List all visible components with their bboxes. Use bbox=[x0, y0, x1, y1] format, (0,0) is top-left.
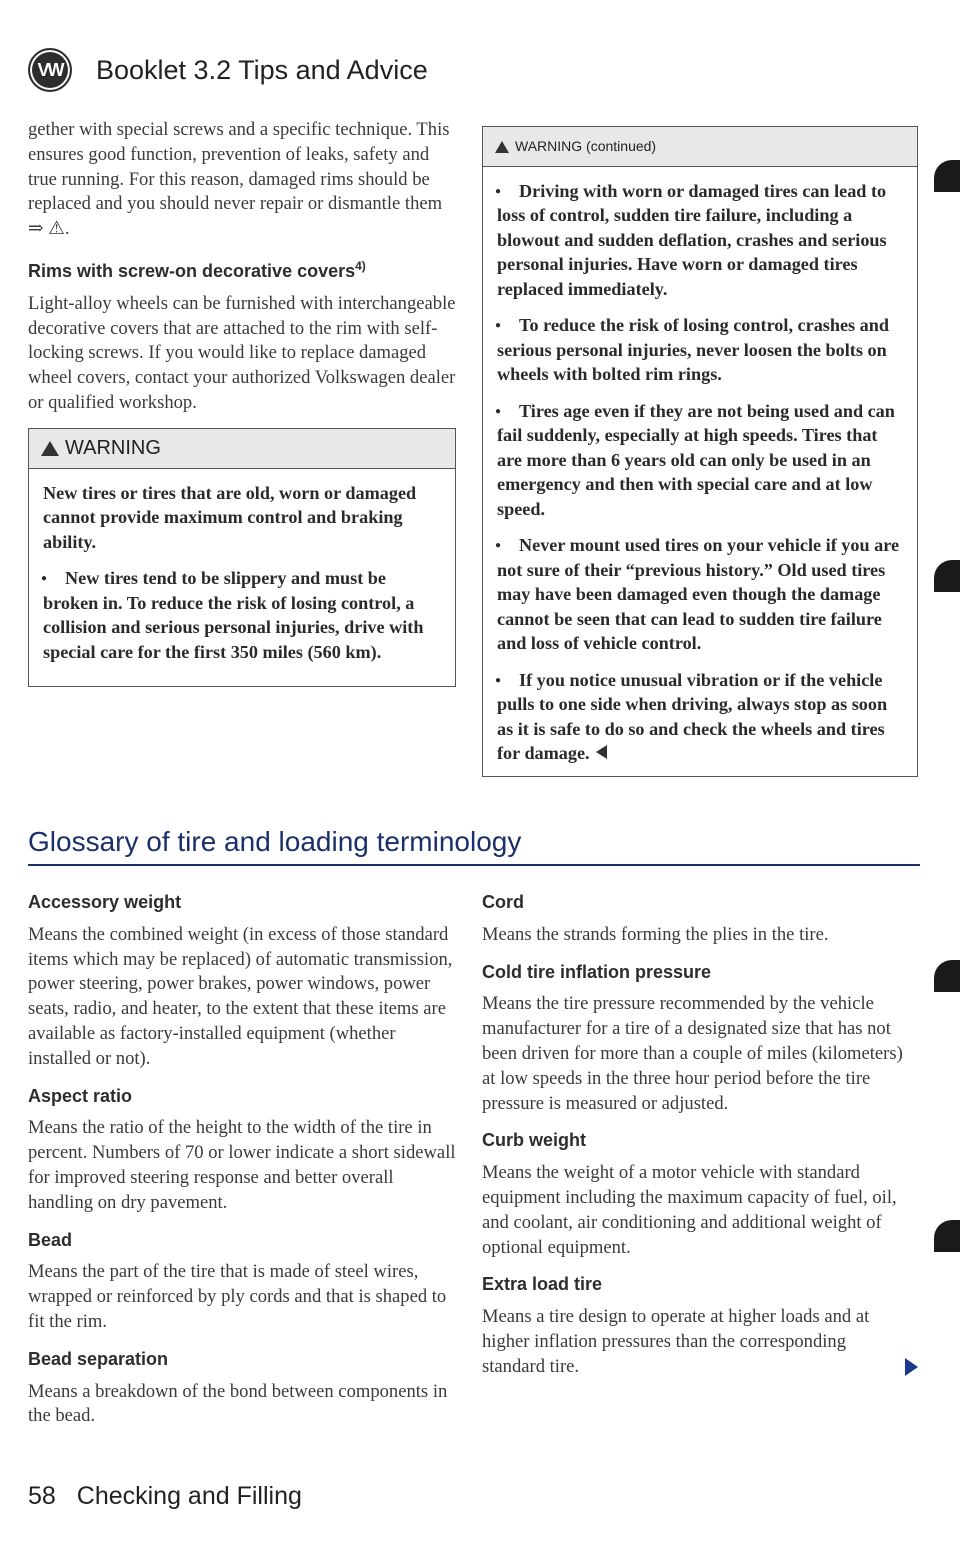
warning-bullet: ● New tires tend to be slippery and must be broken in. To reduce the risk of losing control, a collision and serious personal injuries, drive with special care for the first 350 miles (560 km). bbox=[43, 566, 441, 664]
glossary-definition: Means the weight of a motor vehicle with standard equipment including the maximum capacity of fuel, oil, and coolant, air conditioning and additional weight of optional equipment. bbox=[482, 1162, 897, 1258]
glossary-term: Bead separation bbox=[28, 1348, 169, 1369]
glossary-title: Glossary of tire and loading terminology bbox=[28, 826, 920, 866]
edge-tab-icon bbox=[934, 1220, 960, 1252]
right-column bbox=[482, 126, 918, 777]
warning-continued-box bbox=[482, 126, 918, 777]
glossary-term: Curb weight bbox=[482, 1130, 586, 1151]
glossary-term: Extra load tire bbox=[482, 1274, 603, 1295]
intro-paragraph: gether with special screws and a specific technique. This ensures good function, prevention of leaks, safety and true running. For this reason, damaged rims should be replaced and you should never repair or dismantle them ⇒ ⚠. bbox=[28, 119, 450, 240]
page-title: Booklet 3.2 Tips and Advice bbox=[96, 54, 428, 85]
glossary-definition: Means the tire pressure recommended by the vehicle manufacturer for a tire of a designated size that has not been driven for more than a couple of miles (kilometers) at low speeds in the three hour period before the tire pressure is measured or adjusted. bbox=[482, 993, 903, 1114]
glossary-term: Cold tire inflation pressure bbox=[482, 961, 712, 982]
glossary-term: Aspect ratio bbox=[28, 1085, 133, 1106]
glossary-term: Bead bbox=[28, 1229, 73, 1250]
glossary-definition: Means a breakdown of the bond between components in the bead. bbox=[28, 1380, 448, 1427]
rims-paragraph: Light-alloy wheels can be furnished with interchangeable decorative covers that are attached to the rim with self-locking screws. If you would like to replace damaged wheel covers, contact your authorized Volkswagen dealer or qualified workshop. bbox=[28, 292, 456, 413]
glossary-definition: Means the combined weight (in excess of those standard items which may be replaced) of automatic transmission, power steering, power brakes, power windows, power seats, radio, and heater, to the extent that these items are available as factory-installed equipment (whether installed or not). bbox=[28, 923, 453, 1069]
warning-bullet: ● Tires age even if they are not being used and can fail suddenly, especially at high speeds. Tires that are more than 6 years old can only be used in an emergency and then with special care and at low speed. bbox=[497, 399, 903, 522]
rims-heading: Rims with screw-on decorative covers$^{4)}$ bbox=[28, 258, 366, 281]
glossary-term: Accessory weight bbox=[28, 892, 182, 912]
page-number: 58 bbox=[28, 1482, 56, 1510]
warning-triangle-icon bbox=[495, 141, 509, 153]
continue-arrow-icon bbox=[905, 1358, 918, 1376]
vw-logo-icon: VW bbox=[28, 48, 72, 92]
glossary-definition: Means a tire design to operate at higher loads and at higher inflation pressures than the corresponding standard tire. bbox=[482, 1305, 918, 1379]
left-column bbox=[28, 118, 456, 687]
edge-tab-icon bbox=[934, 560, 960, 592]
warning-bullet: ● If you notice unusual vibration or if the vehicle pulls to one side when driving, always stop as soon as it is safe to do so and check the wheels and tires for damage. bbox=[497, 668, 903, 766]
glossary-definition: Means the ratio of the height to the width of the tire in percent. Numbers of 70 or lower indicate a short sidewall for improved steering response and better overall handling on dry pavement. bbox=[28, 1117, 456, 1213]
glossary-right-column bbox=[482, 890, 918, 1392]
end-of-section-icon bbox=[596, 745, 607, 759]
warning-text: New tires or tires that are old, worn or damaged cannot provide maximum control and braking ability. bbox=[43, 482, 417, 552]
glossary-definition: Means the part of the tire that is made of steel wires, wrapped or reinforced by ply cords and that is shaped to fit the rim. bbox=[28, 1261, 447, 1332]
footer-section: Checking and Filling bbox=[76, 1482, 302, 1510]
edge-tab-icon bbox=[934, 960, 960, 992]
warning-header: WARNING bbox=[29, 429, 455, 469]
warning-triangle-icon bbox=[41, 441, 59, 456]
edge-tab-icon bbox=[934, 160, 960, 192]
glossary-left-column bbox=[28, 890, 456, 1441]
page-footer bbox=[28, 1482, 302, 1511]
warning-bullet: ● Never mount used tires on your vehicle if you are not sure of their “previous history.” Old used tires may have been damaged even though the damage cannot be seen that can lead to sudden tire failure and loss of vehicle control. bbox=[497, 533, 903, 656]
glossary-term: Cord bbox=[482, 892, 524, 912]
glossary-definition: Means the strands forming the plies in the tire. bbox=[482, 923, 829, 945]
warning-box bbox=[28, 428, 456, 687]
warning-bullet: ● Driving with worn or damaged tires can lead to loss of control, sudden tire failure, including a blowout and sudden deflation, crashes and serious personal injuries. Have worn or damaged tires replaced immediately. bbox=[497, 179, 903, 302]
warning-continued-header: WARNING (continued) bbox=[483, 127, 917, 167]
warning-bullet: ● To reduce the risk of losing control, crashes and serious personal injuries, never loosen the bolts on wheels with bolted rim rings. bbox=[497, 313, 903, 387]
page-header bbox=[28, 42, 428, 98]
